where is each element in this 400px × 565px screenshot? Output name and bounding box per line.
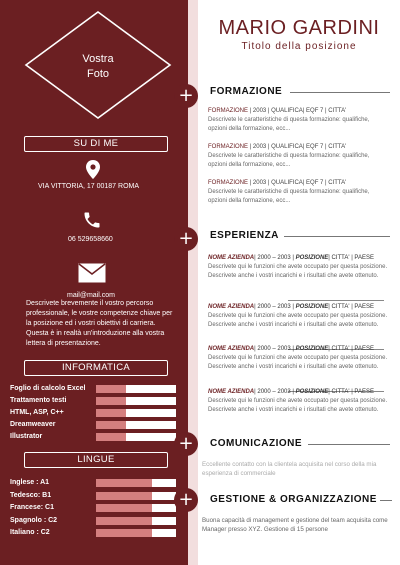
formazione-rule <box>290 92 390 93</box>
comunicazione-title: COMUNICAZIONE <box>210 438 303 449</box>
lingue-level-bar <box>96 504 176 512</box>
formazione-entry-head <box>208 143 388 152</box>
esperienza-role: POSIZIONE <box>295 346 329 352</box>
phone-text: 06 529658660 <box>68 236 113 243</box>
esperienza-entry <box>208 303 394 329</box>
esperienza-entry-head <box>208 345 394 354</box>
informatica-label: Illustrator <box>10 433 43 440</box>
informatica-section-title: INFORMATICA <box>24 360 168 376</box>
esperienza-location: | CITTA' | PAESE <box>328 346 374 352</box>
lingue-row <box>10 503 175 513</box>
address-text: VIA VITTORIA, 17 00187 ROMA <box>38 183 140 190</box>
esperienza-role: POSIZIONE <box>295 255 329 261</box>
esperienza-company: NOME AZIENDA <box>208 255 255 261</box>
esperienza-plus-icon: + <box>174 227 198 251</box>
esperienza-entry-head <box>208 303 394 312</box>
formazione-entry-details: | 2003 | QUALIFICA| EQF 7 | CITTA' <box>248 144 347 150</box>
phone-icon <box>82 210 102 230</box>
esperienza-company: NOME AZIENDA <box>208 389 255 395</box>
lingue-row <box>10 491 175 501</box>
informatica-label: Dreamweaver <box>10 421 56 428</box>
informatica-label: Foglio di calcolo Excel <box>10 385 86 392</box>
informatica-row <box>10 408 175 418</box>
lingue-level-fill <box>96 504 152 512</box>
comunicazione-text: Eccellente contatto con la clientela acquisita nel corso della mia esperienza di commerciale <box>202 461 377 477</box>
formazione-entry <box>208 107 388 133</box>
esperienza-entry <box>208 254 394 280</box>
informatica-label: Trattamento testi <box>10 397 67 404</box>
esperienza-location: | CITTA' | PAESE <box>328 255 374 261</box>
esperienza-location: | CITTA' | PAESE <box>328 389 374 395</box>
esperienza-divider <box>288 300 384 301</box>
lingue-level-fill <box>96 517 152 525</box>
location-pin-icon <box>86 160 100 179</box>
esperienza-entry-desc: Descrivete qui le funzioni che avete occupato per questa posizione. Descrivete anche i vostri incarichi e i risultati che avete ottenuto. <box>208 313 388 328</box>
lingue-level-fill <box>96 492 152 500</box>
formazione-entry-desc: Descrivete le caratteristiche di questa formazione: qualifiche, opzioni della formazione, ecc... <box>208 117 370 132</box>
lingue-level-bar <box>96 529 176 537</box>
esperienza-location: | CITTA' | PAESE <box>328 304 374 310</box>
informatica-row <box>10 420 175 430</box>
informatica-level-bar <box>96 397 176 405</box>
formazione-entry-details: | 2003 | QUALIFICA| EQF 7 | CITTA' <box>248 180 347 186</box>
informatica-level-fill <box>96 397 126 405</box>
candidate-name: MARIO GARDINI <box>218 17 380 39</box>
formazione-entry <box>208 179 388 205</box>
esperienza-entry-head <box>208 254 394 263</box>
esperienza-dates: | 2000 – 2003 | <box>254 346 296 352</box>
formazione-entry-head <box>208 179 388 188</box>
informatica-level-bar <box>96 385 176 393</box>
lingue-label: Tedesco: B1 <box>10 491 52 499</box>
formazione-entry-desc: Descrivete le caratteristiche di questa formazione: qualifiche, opzioni della formazione, ecc... <box>208 153 370 168</box>
informatica-label: HTML, ASP, C++ <box>10 409 64 416</box>
position-title: Titolo della posizione <box>241 41 357 52</box>
formazione-plus-icon: + <box>174 84 198 108</box>
esperienza-dates: | 2000 – 2003 | <box>254 304 296 310</box>
formazione-entry-desc: Descrivete le caratteristiche di questa formazione: qualifiche, opzioni della formazione, ecc... <box>208 189 370 204</box>
lingue-level-fill <box>96 529 152 537</box>
informatica-level-bar <box>96 409 176 417</box>
esperienza-entry-head <box>208 388 394 397</box>
formazione-entry-label: FORMAZIONE <box>208 180 248 186</box>
lingue-row <box>10 516 175 526</box>
esperienza-rule <box>284 236 390 237</box>
informatica-row <box>10 384 175 394</box>
formazione-entry <box>208 143 388 169</box>
esperienza-company: NOME AZIENDA <box>208 346 255 352</box>
about-text: Descrivete brevemente il vostro percorso professionale, le vostre competenze chiave per la posizione ed i vostri obiettivi di carriera. Questa è in realtà un'introduzione alla vostra lettera di presentazione. <box>26 300 173 347</box>
lingue-level-bar <box>96 517 176 525</box>
gestione-title: GESTIONE & ORGANIZZAZIONE <box>210 494 377 505</box>
informatica-row <box>10 432 175 442</box>
lingue-row <box>10 478 175 488</box>
esperienza-dates: | 2000 – 2003 | <box>254 389 296 395</box>
esperienza-entry <box>208 345 394 371</box>
formazione-entry-head <box>208 107 388 116</box>
informatica-level-bar <box>96 433 176 441</box>
photo-placeholder <box>24 52 172 82</box>
informatica-level-fill <box>96 421 126 429</box>
formazione-title: FORMAZIONE <box>210 86 283 97</box>
informatica-row <box>10 396 175 406</box>
lingue-label: Italiano : C2 <box>10 529 50 536</box>
esperienza-dates: | 2000 – 2003 | <box>254 255 296 261</box>
lingue-label: Francese: C1 <box>10 504 54 511</box>
lingue-section-title: LINGUE <box>24 452 168 468</box>
esperienza-company: NOME AZIENDA <box>208 304 255 310</box>
esperienza-title: ESPERIENZA <box>210 230 279 241</box>
lingue-label: Spagnolo : C2 <box>10 516 58 524</box>
about-section-title: SU DI ME <box>24 136 168 152</box>
formazione-entry-label: FORMAZIONE <box>208 108 248 114</box>
formazione-entry-details: | 2003 | QUALIFICA| EQF 7 | CITTA' <box>248 108 347 114</box>
esperienza-entry-desc: Descrivete qui le funzioni che avete occupato per questa posizione. Descrivete anche i vostri incarichi e i risultati che avete ottenuto. <box>208 355 388 370</box>
lingue-row <box>10 528 175 538</box>
gestione-text: Buona capacità di management e gestione del team acquisita come Manager presso XYZ. Gestione di 15 persone <box>202 517 388 533</box>
photo-label-line-2: Foto <box>86 68 109 80</box>
lingue-level-fill <box>96 479 152 487</box>
lingue-label: Inglese : A1 <box>10 479 50 486</box>
formazione-entry-label: FORMAZIONE <box>208 144 248 150</box>
envelope-icon <box>78 263 106 283</box>
gestione-rule <box>380 500 392 501</box>
informatica-level-fill <box>96 433 126 441</box>
esperienza-role: POSIZIONE <box>295 389 329 395</box>
esperienza-entry-desc: Descrivete qui le funzioni che avete occupato per questa posizione. Descrivete anche i vostri incarichi e i risultati che avete ottenuto. <box>208 264 388 279</box>
informatica-level-fill <box>96 409 126 417</box>
comunicazione-rule <box>308 444 390 445</box>
esperienza-entry <box>208 388 394 414</box>
email-text: mail@mail.com <box>67 292 115 299</box>
lingue-level-bar <box>96 479 176 487</box>
lingue-level-bar <box>96 492 176 500</box>
esperienza-role: POSIZIONE <box>295 304 329 310</box>
gestione-plus-icon: + <box>174 488 198 512</box>
informatica-level-bar <box>96 421 176 429</box>
esperienza-entry-desc: Descrivete qui le funzioni che avete occupato per questa posizione. Descrivete anche i vostri incarichi e i risultati che avete ottenuto. <box>208 398 388 413</box>
photo-label-line-1: Vostra <box>82 53 114 65</box>
comunicazione-plus-icon: + <box>174 432 198 456</box>
informatica-level-fill <box>96 385 126 393</box>
